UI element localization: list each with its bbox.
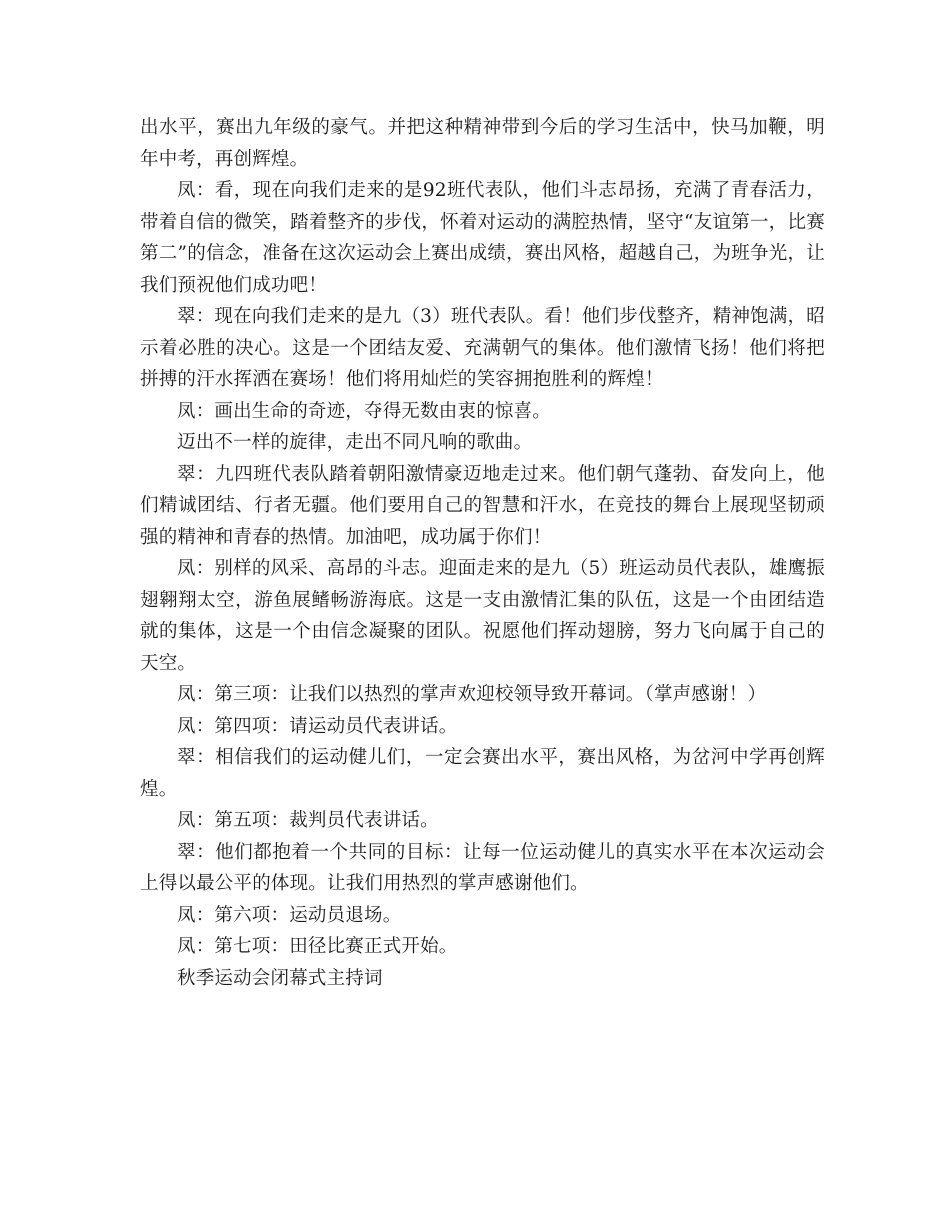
paragraph-melody: 迈出不一样的旋律，走出不同凡响的歌曲。 — [177, 432, 533, 453]
paragraph-item-seven: 凤：第七项：田径比赛正式开始。 — [177, 936, 458, 957]
paragraph-item-six: 凤：第六项：运动员退场。 — [177, 904, 402, 926]
paragraph-cui-class-94: 翠：九四班代表队踏着朝阳激情豪迈地走过来。他们朝气蓬勃、奋发向上，他们精诚团结、行者无疆。他们要用自己的智慧和汗水，在竞技的舞台上展现坚韧顽强的精神和青春的热情。加油吧，成功属于你们！ — [140, 463, 825, 548]
paragraph-cui-athletes: 翠：相信我们的运动健儿们，一定会赛出水平，赛出风格，为岔河中学再创辉煌。 — [140, 747, 825, 800]
paragraph-item-three: 凤：第三项：让我们以热烈的掌声欢迎校领导致开幕词。（掌声感谢！） — [177, 684, 767, 705]
paragraph-continuation: 出水平，赛出九年级的豪气。并把这种精神带到今后的学习生活中，快马加鞭，明年中考，再创辉煌。 — [140, 117, 825, 170]
paragraph-cui-class-93: 翠：现在向我们走来的是九（3）班代表队。看！他们步伐整齐，精神饱满，昭示着必胜的决心。这是一个团结友爱、充满朝气的集体。他们激情飞扬！他们将把拼搏的汗水挥洒在赛场！他们将用灿烂的笑容拥抱胜利的辉煌！ — [140, 306, 825, 390]
paragraph-item-five: 凤：第五项：裁判员代表讲话。 — [177, 810, 439, 831]
paragraph-feng-class-95: 凤：别样的风采、高昂的斗志。迎面走来的是九（5）班运动员代表队，雄鹰振翅翱翔太空，游鱼展鳍畅游海底。这是一支由激情汇集的队伍，这是一个由团结造就的集体，这是一个由信念凝聚的团队。祝愿他们挥动翅膀，努力飞向属于自己的天空。 — [140, 558, 825, 674]
paragraph-cui-judges: 翠：他们都抱着一个共同的目标：让每一位运动健儿的真实水平在本次运动会上得以最公平的体现。让我们用热烈的掌声感谢他们。 — [140, 841, 825, 894]
paragraph-feng-miracle: 凤：画出生命的奇迹，夺得无数由衷的惊喜。 — [177, 400, 552, 422]
document-body — [140, 112, 825, 994]
section-heading-closing: 秋季运动会闭幕式主持词 — [177, 967, 383, 989]
paragraph-feng-class-92: 凤：看，现在向我们走来的是92班代表队，他们斗志昂扬，充满了青春活力，带着自信的微笑，踏着整齐的步伐，怀着对运动的满腔热情，坚守“友谊第一，比赛第二”的信念，准备在这次运动会上赛出成绩，赛出风格，超越自己，为班争光，让我们预祝他们成功吧！ — [140, 180, 825, 296]
paragraph-item-four: 凤：第四项：请运动员代表讲话。 — [177, 715, 458, 737]
